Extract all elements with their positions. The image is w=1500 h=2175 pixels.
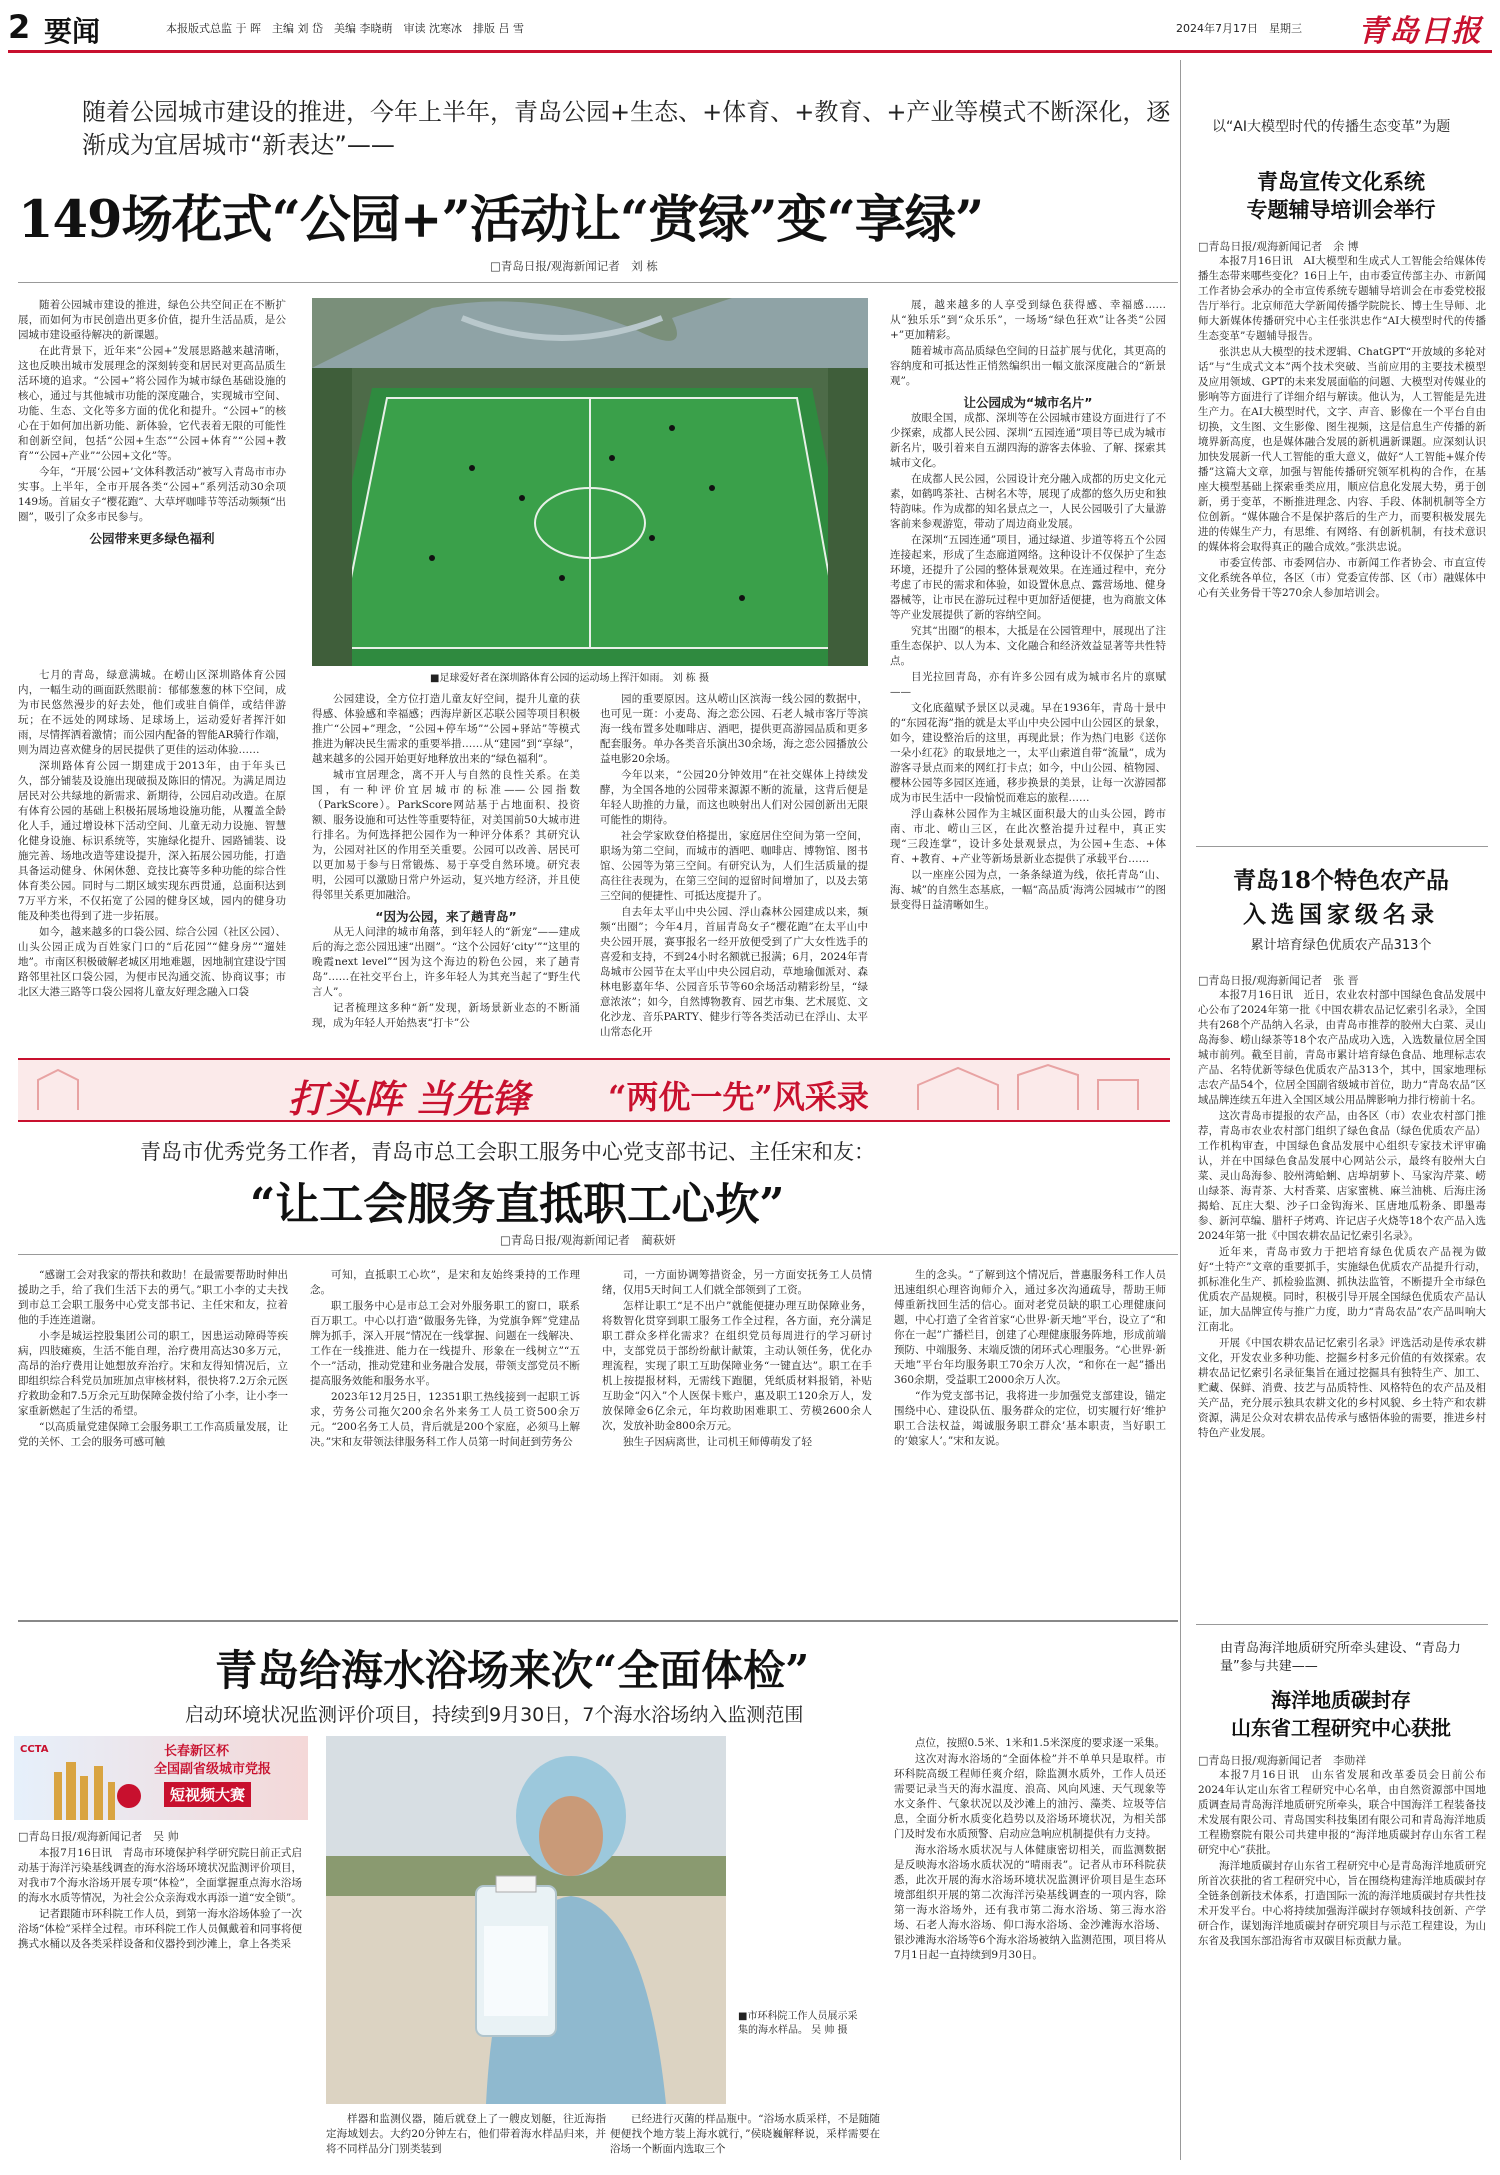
side2-title-2: 入选国家级名录 bbox=[1243, 901, 1439, 928]
paragraph: 开展《中国农耕农品记忆索引名录》评选活动是传承农耕文化，开发农业多种功能、挖掘乡村多元价值的有效探索。农耕农品记忆索引名录征集旨在通过挖掘具有独特生产、加工、贮藏、保鲜、消费、技艺与品质特性、风格特色的农产品及相关产品，充分展示独具农耕文化的乡村风貌、乡土特产和农耕资源，满足公众对农耕农品传承与感悟体验的需要，推进乡村特色产业发展。 bbox=[1198, 1337, 1486, 1439]
lead-subhead-1: 公园带来更多绿色福利 bbox=[89, 531, 215, 546]
paragraph: 海水浴场水质状况与人体健康密切相关，而监测数据是反映海水浴场水质状况的“晴雨表”。记者从市环科院获悉，此次开展的海水浴场环境状况监测评价项目是生态环境部组织开展的第二次海洋污染基线调查的一项内容，除第一海水浴场外，还有我市第二海水浴场、第三海水浴场、石老人海水浴场、仰口海水浴场、金沙滩海水浴场、银沙滩海水浴场等6个海水浴场被纳入监测范围，项目将从7月1日起一直持续到9月30日。 bbox=[894, 1844, 1166, 1961]
lead-subhead-2: “因为公园，来了趟青岛” bbox=[375, 909, 517, 924]
paragraph: 从无人问津的城市角落，到年轻人的“新宠”——建成后的海之恋公园迅速“出圈”。“这个公园好‘city’”“这里的晚霞next level”“因为这个海边的粉色公园，来了趟青岛”……在社交平台上，许多年轻人为其充当起了“野生代言人”。 bbox=[312, 926, 580, 998]
beach-col-4 bbox=[894, 1736, 1166, 2161]
union-col-3 bbox=[602, 1268, 872, 1608]
union-divider bbox=[18, 1254, 1178, 1255]
beach-col-2 bbox=[326, 2112, 606, 2162]
paragraph: 小李是城运控股集团公司的职工，因患运动障碍等疾病，四肢瘫痪，生活不能自理，治疗费用高达30多万元，高昂的治疗费用让她想放弃治疗。宋和友得知情况后，立即组织综合科党员加班加点审核材料，很快将7.2万余元医疗救助金和7.5万余元互助保障金拨付给了小李，让小李一家重新燃起了生活的希望。 bbox=[18, 1330, 288, 1417]
masthead-logo: 青岛日报 bbox=[1358, 14, 1482, 49]
paragraph: 近年来，青岛市致力于把培育绿色优质农产品视为做好“土特产”文章的重要抓手，实施绿色优质农产品提升行动，抓标准化生产、抓检验监测、抓执法监管，不断提升全市绿色优质农产品规模。同时，积极引导开展全国绿色优质农产品认证，加大品牌宣传与推广力度，助力“青岛农品”农产品叫响大江南北。 bbox=[1198, 1246, 1486, 1333]
beach-col-1 bbox=[18, 1846, 302, 2160]
ad-title-3: 短视频大赛 bbox=[164, 1782, 251, 1807]
beach-photo-sample bbox=[326, 1736, 726, 2104]
ad-skyline-graphic bbox=[14, 1736, 308, 1820]
side3-title-2: 山东省工程研究中心获批 bbox=[1231, 1716, 1451, 1740]
football-field-image bbox=[312, 298, 868, 666]
paragraph: “作为党支部书记，我将进一步加强党支部建设，锚定围绕中心、建设队伍、服务群众的定位，切实履行好‘维护职工合法权益，竭诚服务职工群众’基本职责，当好职工的‘娘家人’。”宋和友说。 bbox=[894, 1390, 1166, 1447]
section-divider bbox=[18, 1620, 1178, 1622]
paragraph: 放眼全国，成都、深圳等在公园城市建设方面进行了不少探索，成都人民公园、深圳“五园连通”项目等已成为城市新名片，吸引着来自五湖四海的游客去体验、了解、探索其城市文化。 bbox=[890, 412, 1166, 469]
ad-title-1: 长春新区杯 bbox=[164, 1744, 230, 1759]
side3-body bbox=[1198, 1768, 1486, 2160]
lead-byline: □青岛日报/观海新闻记者 刘 栋 bbox=[490, 259, 658, 273]
lead-headline: 149场花式“公园+”活动让“赏绿”变“享绿” bbox=[18, 190, 984, 250]
banner-script-text: 打头阵 当先锋 bbox=[288, 1076, 530, 1121]
paragraph: 以一座座公园为点，一条条绿道为线，依托青岛“山、海、城”的自然生态基底，一幅“高品质‘海湾公园城市’”的图景变得日益清晰如生。 bbox=[890, 869, 1166, 911]
paragraph: 这次对海水浴场的“全面体检”并不单单只是取样。市环科院高级工程师任爽介绍，除监测水质外，工作人员还需要记录当天的海水温度、浪高、风向风速、天气现象等水文条件、气象状况以及沙滩上的油污、藻类、垃圾等信息，全面分析水质变化趋势以及浴场环境状况，为相关部门及时发布水质预警、启动应急响应机制提供有力支持。 bbox=[894, 1753, 1166, 1840]
header-rule bbox=[8, 50, 1492, 53]
union-col-1 bbox=[18, 1268, 288, 1608]
paragraph: 海洋地质碳封存山东省工程研究中心是青岛海洋地质研究所首次获批的省工程研究中心，旨在围绕构建海洋地质碳封存全链条创新技术体系，打造国际一流的海洋地质碳封存共性技术开发平台。中心将持续加强海洋碳封存领域科技创新、产学研合作，谋划海洋地质碳封存研究项目与示范工程建设，为山东省及我国东部沿海省市双碳目标贡献力量。 bbox=[1198, 1860, 1486, 1947]
paragraph: 本报7月16日讯 青岛市环境保护科学研究院日前正式启动基于海洋污染基线调查的海水浴场环境状况监测评价项目，对我市7个海水浴场开展专项“体检”，全面掌握重点海水浴场的海水水质等情况，为社会公众亲海戏水再添一道“安全锁”。 bbox=[18, 1847, 302, 1904]
lead-col-4 bbox=[890, 298, 1166, 1042]
side-divider-2 bbox=[1196, 1624, 1488, 1625]
banner-decoration bbox=[18, 1060, 1170, 1120]
side3-title-1: 海洋地质碳封存 bbox=[1271, 1688, 1411, 1712]
paragraph: 司，一方面协调筹措资金，另一方面安抚务工人员情绪，仅用5天时间工人们就全部领到了工资。 bbox=[602, 1269, 872, 1296]
paragraph: 园的重要原因。这从崂山区滨海一线公园的数据中，也可见一斑：小麦岛、海之恋公园、石老人城市客厅等滨海一线布置多处咖啡店、酒吧，提供更高游园品质和更多配套服务。单办各类音乐演出30余场，海之恋公园播放公益电影20余场。 bbox=[600, 693, 868, 765]
section-name: 要闻 bbox=[44, 15, 101, 48]
banner-title: “两优一先”风采录 bbox=[608, 1078, 869, 1116]
paragraph: 已经进行灭菌的样品瓶中。“浴场水质采样，不是随随便便找个地方装上海水就行，”侯晓巍解释说，采样需要在浴场一个断面内选取三个 bbox=[610, 2113, 880, 2155]
sampling-worker-image bbox=[326, 1736, 726, 2104]
side-divider-1 bbox=[1196, 846, 1488, 847]
paragraph: 本报7月16日讯 山东省发展和改革委员会日前公布2024年认定山东省工程研究中心名单，由自然资源部中国地质调查局青岛海洋地质研究所牵头，联合中国海洋工程装备技术发展有限公司、青岛国实科技集团有限公司和青岛海洋地质工程勘察院有限公司共建申报的“海洋地质碳封存山东省工程研究中心”获批。 bbox=[1198, 1769, 1486, 1856]
column-rule bbox=[1180, 60, 1181, 2160]
paragraph: “感谢工会对我家的帮扶和救助！在最需要帮助时伸出援助之手，给了我们生活下去的勇气。”职工小李的丈夫找到市总工会职工服务中心党支部书记、主任宋和友，拉着他的手连连道谢。 bbox=[18, 1269, 288, 1326]
editor-credits: 本报版式总监 于 晖 主编 刘 岱 美编 李晓萌 审读 沈寒冰 排版 吕 雪 bbox=[166, 22, 524, 35]
paragraph: 自去年太平山中央公园、浮山森林公园建成以来，频频“出圈”；今年4月，首届青岛女子“樱花跑”在太平山中央公园开展，赛事报名一经开放便受到了广大女性选手的喜爱和支持，不到24小时名额就已报满；6月，2024年青岛城市公园节在太平山中央公园启动，草地瑜伽派对、森林电影嘉年华、公园音乐节等60余场活动精彩纷呈，“绿意浓浓”；如今，自然博物教育、园艺市集、艺术展览、文化沙龙、音乐PARTY、健步行等各类活动已在浮山、太平山常态化开 bbox=[600, 906, 868, 1038]
side2-body bbox=[1198, 988, 1486, 1616]
lead-col-3 bbox=[600, 692, 868, 1042]
paragraph: 本报7月16日讯 近日，农业农村部中国绿色食品发展中心公布了2024年第一批《中国农耕农品记忆索引名录》，全国共有268个产品纳入名录，由青岛市推荐的胶州大白菜、灵山岛海参、崂山绿茶等18个农产品成功入选，入选数量位居全国城市前列。截至目前，青岛市累计培育绿色食品、地理标志农产品、名特优新等绿色优质农产品313个，其中，国家地理标志农产品54个，位居全国副省级城市首位，助力“青岛农品”区域品牌连续五年进入全国区域公用品牌影响力排行榜前十名。 bbox=[1198, 989, 1486, 1106]
paragraph: 展，越来越多的人享受到绿色获得感、幸福感……从“独乐乐”到“众乐乐”，一场场“绿色狂欢”让各类“公园+”更加精彩。 bbox=[890, 299, 1166, 341]
contest-ad bbox=[14, 1736, 308, 1820]
paragraph: 记者跟随市环科院工作人员，到第一海水浴场体验了一次浴场“体检”采样全过程。市环科院工作人员佩戴着和同事将便携式水桶以及各类采样设备和仪器拎到沙滩上，拿上各类采 bbox=[18, 1908, 302, 1950]
paragraph: 怎样让职工“足不出户”就能便捷办理互助保障业务，将数智化贯穿到职工服务工作全过程，各方面，充分满足职工群众多样化需求？在组织党员每周进行的学习研讨中，支部党员于部纷纷献计献策，主动认领任务，优化办理流程，实现了职工互助保障业务“一键直达”。职工在手机上按提报材料，无需线下跑腿，凭纸质材料报销，补贴互助金“闪入”个人医保卡账户，惠及职工120余万人，发放保障金6亿余元，年均救助困难职工、劳模2600余人次，发放补助金800余万元。 bbox=[602, 1300, 872, 1432]
side3-byline: □青岛日报/观海新闻记者 李勋祥 bbox=[1198, 1754, 1367, 1767]
lead-subhead-3: 让公园成为“城市名片” bbox=[963, 395, 1093, 410]
union-headline: “让工会服务直抵职工心坎” bbox=[250, 1179, 785, 1230]
paragraph: 目光拉回青岛，亦有许多公园有成为城市名片的禀赋—— bbox=[890, 671, 1166, 698]
paragraph: 职工服务中心是市总工会对外服务职工的窗口，联系百万职工。中心以打造“做服务先锋，为党旗争辉”党建品牌为抓手，深入开展“情况在一线掌握、问题在一线解决、工作在一线推进、能力在一线提升、形象在一线树立”“五个一”活动，推动党建和业务融合发展，带领支部党员不断提高服务效能和服务水平。 bbox=[310, 1300, 580, 1387]
ad-logo: CCTA bbox=[20, 1744, 49, 1755]
paragraph: 生的念头。“了解到这个情况后，普惠服务科工作人员迅速组织心理咨询师介入，通过多次沟通疏导，帮助王师傅重新找回生活的信心。面对老党员缺的职工心理健康问题，中心打造了全省首家“心世界·新天地”平台，设立了“和你在一起”广播栏目，创建了心理健康服务阵地，形成前端预防、中端服务、末端反馈的闭环式心理服务。“心世界·新天地”平台年均服务职工70余万人次，“和你在一起”播出360余期，受益职工2000余万人次。 bbox=[894, 1269, 1166, 1386]
paragraph: 在成都人民公园，公园设计充分融入成都的历史文化元素，如鹤鸣茶社、古树名木等，展现了成都的悠久历史和独特韵味。作为成都的知名景点之一，人民公园吸引了大量游客前来参观游览，带动了周边商业发展。 bbox=[890, 473, 1166, 530]
paragraph: 浮山森林公园作为主城区面积最大的山头公园，跨市南、市北、崂山三区，在此次整治提升过程中，真正实现“三段连掌”，设计多处景观景点，为公园+生态、+体育、+教育、+产业等新场景新业态提供了承载平台…… bbox=[890, 808, 1166, 865]
paragraph: 今年，“开展‘公园+’文体科教活动”被写入青岛市市办实事。上半年，全市开展各类“公园+”系列活动30余项149场。首届女子“樱花跑”、大草坪咖啡节等活动频频“出圈”，吸引了众多市民参与。 bbox=[18, 466, 286, 523]
union-col-4 bbox=[894, 1268, 1166, 1608]
paragraph: 可知，直抵职工心坎”，是宋和友始终秉持的工作理念。 bbox=[310, 1269, 580, 1296]
lead-kicker: 随着公园城市建设的推进，今年上半年，青岛公园+生态、+体育、+教育、+产业等模式不断深化，逐渐成为宜居城市“新表达”—— bbox=[82, 98, 1171, 159]
paragraph: 市委宣传部、市委网信办、市新闻工作者协会、市直宣传文化系统各单位，各区（市）党委宣传部、区（市）融媒体中心有关业务骨干等270余人参加培训会。 bbox=[1198, 557, 1486, 599]
paragraph: 在此背景下，近年来“公园+”发展思路越来越清晰，这也反映出城市发展理念的深刻转变和居民对更高品质生活环境的追求。“公园+”将公园作为城市绿色基础设施的核心，通过与其他城市功能的深度融合，实现城市空间、功能、生态、文化等多方面的优化和提升。“公园+”的核心在于如何加出新功能、新体验，它代表着无限的可能性和创新空间，包括“公园+生态”“公园+体育”“公园+教育”“公园+产业”“公园+文化”等。 bbox=[18, 345, 286, 462]
union-byline: □青岛日报/观海新闻记者 蔺萩妍 bbox=[500, 1233, 676, 1247]
beach-col-3 bbox=[610, 2112, 880, 2162]
paragraph: 记者梳理这多种“新”发现，新场景新业态的不断涌现，成为年轻人开始热衷“打卡”公 bbox=[312, 1002, 580, 1029]
paragraph: 今年以来，“公园20分钟效用”在社交媒体上持续发酵，为全国各地的公园带来源源不断的流量，这背后便是年轻人助推的力量，而这也映射出人们对公园创新出无限可能性的期待。 bbox=[600, 769, 868, 826]
paragraph: 2023年12月25日，12351职工热线接到一起职工诉求，劳务公司拖欠200余名外来务工人员工资500余万元。“200名务工人员，背后就是200个家庭，必须马上解决。”宋和友带领法律服务科工作人员第一时间赶到劳务公 bbox=[310, 1391, 580, 1448]
paragraph: 样器和监测仪器，随后就登上了一艘皮划艇，往近海指定海域划去。大约20分钟左右，他们带着海水样品归来，并将不同样品分门别类装到 bbox=[326, 2113, 606, 2155]
ad-title-2: 全国副省级城市党报 bbox=[154, 1762, 272, 1777]
paragraph: 本报7月16日讯 AI大模型和生成式人工智能会给媒体传播生态带来哪些变化？16日上午，由市委宣传部主办、市新闻工作者协会承办的全市宣传系统专题辅导培训会在市委党校报告厅举行。北京师范大学新闻传播学院院长、博士生导师、北师大新媒体传播研究中心主任张洪忠作“AI大模型时代的传播生态变革”专题辅导报告。 bbox=[1198, 255, 1486, 342]
paragraph: 随着公园城市建设的推进，绿色公共空间正在不断扩展，而如何为市民创造出更多价值，提升生活品质，是公园城市建设亟待解决的新课题。 bbox=[18, 299, 286, 341]
paragraph: 文化底蕴赋予景区以灵魂。早在1936年，青岛十景中的“东园花海”指的就是太平山中央公园中山公园区的景象，如今，建设整治后的这里，再现此景；作为热门电影《送你一朵小红花》的取景地之一，太平山索道自带“流量”，成为游客寻景点而来的网红打卡点；如今，中山公园、植物园、樱林公园等多园区连通，移步换景的美景，让每一次游园都成为市民生活中一段愉悦而难忘的旅程…… bbox=[890, 702, 1166, 804]
paragraph: 究其“出圈”的根本，大抵是在公园管理中，展现出了注重生态保护、以人为本、文化融合和经济效益显著等共性特点。 bbox=[890, 625, 1166, 667]
side2-subtitle: 累计培育绿色优质农产品313个 bbox=[1250, 938, 1432, 953]
page-number: 2 bbox=[8, 8, 31, 46]
paragraph: 城市宜居理念，离不开人与自然的良性关系。在美国，有一种评价宜居城市的标准——公园指数（ParkScore）。ParkScore网站基于占地面积、投资额、服务设施和可达性等重要特征，对美国前50大城市进行排名。为何选择把公园作为一种评分体系？其研究认为，公园对社区的作用至关重要。公园可以改善、居民可以更加易于参与日常锻炼、易于享受自然环境。研究表明，公园可以激励日常户外运动，复兴地方经济，并且使得邻里关系更加融洽。 bbox=[312, 769, 580, 901]
paragraph: 公园建设，全方位打造儿童友好空间，提升儿童的获得感、体验感和幸福感；西海岸新区芯联公园等项目积极推广“公园+”理念，“公园+停车场”“公园+驿站”等模式推进为解决民生需求的重要举措……从“建园”到“享绿”，越来越多的公园开始更好地释放出来的“绿色福利”。 bbox=[312, 693, 580, 765]
lead-photo-football-field bbox=[312, 298, 868, 666]
paragraph: 社会学家欧登伯格提出，家庭居住空间为第一空间，职场为第二空间，而城市的酒吧、咖啡店、博物馆、图书馆、公园等为第三空间。有研究认为，人们生活质量的提高往往表现为，在第三空间的逗留时间增加了，以及去第三空间的便捷性、可抵达度提升了。 bbox=[600, 830, 868, 902]
side2-byline: □青岛日报/观海新闻记者 张 晋 bbox=[1198, 974, 1359, 987]
side1-body bbox=[1198, 254, 1486, 854]
paragraph: 点位，按照0.5米、1米和1.5米深度的要求逐一采集。 bbox=[915, 1737, 1166, 1749]
beach-headline: 青岛给海水浴场来次“全面体检” bbox=[215, 1646, 810, 1695]
side3-kicker: 由青岛海洋地质研究所牵头建设、“青岛力量”参与共建—— bbox=[1220, 1641, 1461, 1674]
lead-col-1 bbox=[18, 298, 286, 658]
page-header bbox=[8, 6, 1492, 50]
feature-banner bbox=[18, 1058, 1170, 1122]
side1-title-2: 专题辅导培训会举行 bbox=[1246, 197, 1436, 222]
paragraph: 独生子因病离世，让司机王师傅萌发了轻 bbox=[623, 1436, 812, 1448]
paragraph: 七月的青岛，绿意满城。在崂山区深圳路体育公园内，一幅生动的画面跃然眼前：郁郁葱葱的林下空间，成为市民悠然漫步的好去处，他们或驻自倘佯，或结伴游玩；在不远处的网球场、足球场上，运动爱好者挥汗如雨，尽情挥洒着激情；而公园内配备的智能AR骑行作端，则为周边喜欢健身的居民提供了更佳的运动体验…… bbox=[18, 669, 286, 756]
paragraph: 如今，越来越多的口袋公园、综合公园（社区公园）、山头公园正成为百姓家门口的“后花园”“健身房”“遛娃地”。市南区积极破解老城区用地难题，因地制宜建设宁国路邻里社区口袋公园，为便市民沟通交流、协商议事；市北区大港三路等口袋公园将儿童友好理念融入口袋 bbox=[18, 926, 286, 998]
lead-divider bbox=[18, 282, 1178, 283]
beach-photo-caption: ■市环科院工作人员展示采集的海水样品。 吴 帅 摄 bbox=[738, 2011, 858, 2036]
union-kicker: 青岛市优秀党务工作者，青岛市总工会职工服务中心党支部书记、主任宋和友： bbox=[140, 1140, 875, 1164]
paragraph: 这次青岛市提报的农产品，由各区（市）农业农村部门推荐，青岛市农业农村部门组织了绿色食品（绿色优质农产品）工作机构审查，中国绿色食品发展中心组织专家技术评审确认，并在中国绿色食品发展中心网站公示，最终有胶州大白菜、灵山岛海参、胶州湾蛤蜊、店埠胡萝卜、马家沟芹菜、崂山绿茶、海青茶、大村香菜、店家蜜桃、麻兰油桃、后海庄汤揭蛤、瓦庄大梨、沙子口金钩海米、匡唐地瓜粉条、即墨毒参、新河草编、腊杆子烤鸡、许记店子火烧等18个农产品入选2024年第一批《中国农耕农品记忆索引名录》。 bbox=[1198, 1110, 1486, 1242]
paragraph: 张洪忠从大模型的技术逻辑、ChatGPT“开放域的多轮对话”与“生成式文本”两个技术突破、当前应用的主要技术模型及应用领域、GPT的未来发展面临的问题、大模型对传媒业的影响等方面进行了详细介绍与解读。他认为，人工智能是先进生产力。在AI大模型时代，文字、声音、影像在一个平台自由切换，文生图、文生影像、图生视频，这是信息生产传播的新境界新高度，也是媒体融合发展的新机遇新课题。应深刻认识加快发展新一代人工智能的重大意义，做好“人工智能+媒介传播”这篇大文章，加强与智能传播研究领军机构的合作，在基座大模型基础上探索垂类应用，顺应信息化发展大势，勇于创新，勇于变革，不断推进理念、内容、手段、体制机制等全方位创新。“媒体融合不是保护落后的生产力，而要积极发展先进的传媒生产力，有思维、有网络、有创新机制，有技术意识的媒体将会取得真正的融合成效。”张洪忠说。 bbox=[1198, 346, 1486, 553]
paragraph: 在深圳“五园连通”项目，通过绿道、步道等将五个公园连接起来，形成了生态廊道网络。这种设计不仅保护了生态环境，还提升了公园的整体景观效果。在连通过程中，充分考虑了市民的需求和体验，如设置休息点、露营场地、健身器械等，让市民在游玩过程中更加舒适便捷，也为商旅文体等产业发展提供了新的容纳空间。 bbox=[890, 534, 1166, 621]
paragraph: “以高质量党建保障工会服务职工工作高质量发展，让党的关怀、工会的服务可感可触 bbox=[18, 1421, 288, 1448]
side1-title-1: 青岛宣传文化系统 bbox=[1257, 169, 1425, 194]
side1-byline: □青岛日报/观海新闻记者 余 博 bbox=[1198, 240, 1359, 253]
lead-col-2 bbox=[312, 692, 580, 1042]
union-col-2 bbox=[310, 1268, 580, 1608]
lead-photo-caption: ■足球爱好者在深圳路体育公园的运动场上挥汗如雨。 刘 栋 摄 bbox=[430, 673, 709, 684]
paragraph: 深圳路体育公园一期建成于2013年，由于年头已久，部分铺装及设施出现破损及陈旧的情况。为满足周边居民对公共绿地的新需求、新期待，公园启动改造。在原有体育公园的基础上积极拓展场地设施功能，从覆盖全龄化人手，通过增设林下活动空间、儿童无动力设施、智慧化健身设施、标识系统等，实施绿化提升、园路铺装、设施完善、场地改造等建设提升，深入拓展公园功能，打造具备运动健身、休闲休憩、竞技比赛等多种功能的综合性体育类公园。同时与二期区域实现东西贯通，总面积达到7万平方米，不仅拓宽了公园的健身区域，园内的健身功能及种类也得到了进一步拓展。 bbox=[18, 760, 286, 922]
issue-date: 2024年7月17日 星期三 bbox=[1176, 22, 1302, 35]
side1-kicker: 以“AI大模型时代的传播生态变革”为题 bbox=[1212, 119, 1451, 135]
paragraph: 随着城市高品质绿色空间的日益扩展与优化，其更高的容纳度和可抵达性正悄然编织出一幅文旅深度融合的“新景观”。 bbox=[890, 345, 1166, 387]
beach-subheadline: 启动环境状况监测评价项目，持续到9月30日，7个海水浴场纳入监测范围 bbox=[185, 1704, 804, 1726]
beach-byline: □青岛日报/观海新闻记者 吴 帅 bbox=[18, 1830, 179, 1843]
side2-title-1: 青岛18个特色农产品 bbox=[1232, 867, 1449, 894]
lead-col-1b bbox=[18, 668, 286, 1040]
